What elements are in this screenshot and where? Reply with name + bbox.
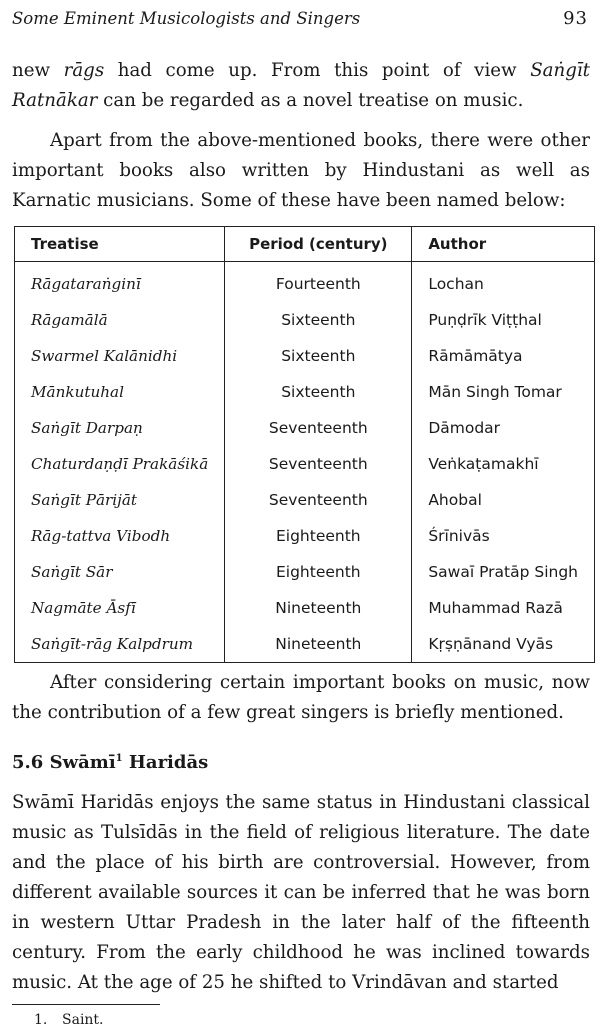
cell-period: Sixteenth bbox=[225, 302, 412, 338]
cell-treatise: Mānkutuhal bbox=[15, 374, 225, 410]
cell-author: Mān Singh Tomar bbox=[412, 374, 595, 410]
table-row bbox=[15, 518, 595, 554]
paragraph-transition: After considering certain important books on music, now the contribution of a few great singers is briefly mentioned. bbox=[12, 672, 590, 723]
cell-period: Nineteenth bbox=[225, 626, 412, 663]
cell-author: Lochan bbox=[412, 262, 595, 303]
section-heading bbox=[12, 750, 208, 776]
footnote bbox=[34, 1010, 104, 1030]
cell-period: Seventeenth bbox=[225, 410, 412, 446]
table-row bbox=[15, 626, 595, 663]
cell-treatise: Saṅgīt Sār bbox=[15, 554, 225, 590]
treatise-table bbox=[14, 226, 595, 663]
section-title: Swāmī bbox=[49, 752, 116, 773]
cell-period: Sixteenth bbox=[225, 338, 412, 374]
table-row bbox=[15, 446, 595, 482]
footnote-number: 1. bbox=[34, 1012, 48, 1028]
p1-text-b: had come up. From this point of view bbox=[104, 60, 531, 81]
cell-treatise: Rāgataraṅginī bbox=[15, 262, 225, 303]
cell-author: Sawaī Pratāp Singh bbox=[412, 554, 595, 590]
cell-author: Dāmodar bbox=[412, 410, 595, 446]
cell-period: Eighteenth bbox=[225, 554, 412, 590]
paragraph-intro-table: Apart from the above-mentioned books, there were other important books also written by Hindustani as well as Karnatic musicians. Some of these have been named below: bbox=[12, 130, 590, 211]
cell-period: Seventeenth bbox=[225, 482, 412, 518]
cell-author: Rāmāmātya bbox=[412, 338, 595, 374]
table-row bbox=[15, 482, 595, 518]
cell-period: Nineteenth bbox=[225, 590, 412, 626]
cell-period: Seventeenth bbox=[225, 446, 412, 482]
cell-treatise: Chaturdaṇḍī Prakāśikā bbox=[15, 446, 225, 482]
cell-author: Kṛṣṇānand Vyās bbox=[412, 626, 595, 663]
table-header-row bbox=[15, 227, 595, 262]
cell-treatise: Rāg-tattva Vibodh bbox=[15, 518, 225, 554]
header-treatise: Treatise bbox=[15, 227, 225, 262]
running-head bbox=[12, 8, 588, 38]
cell-treatise: Rāgamālā bbox=[15, 302, 225, 338]
cell-author: Veṅkaṭamakhī bbox=[412, 446, 595, 482]
cell-treatise: Swarmel Kalānidhi bbox=[15, 338, 225, 374]
cell-treatise: Saṅgīt Darpaṇ bbox=[15, 410, 225, 446]
footnote-divider bbox=[12, 1004, 160, 1005]
page-number: 93 bbox=[563, 8, 588, 29]
p1-rags-term: rāgs bbox=[63, 60, 105, 81]
table-row bbox=[15, 590, 595, 626]
cell-treatise: Saṅgīt Pārijāt bbox=[15, 482, 225, 518]
section-title-rest: Haridās bbox=[128, 752, 209, 773]
section-number: 5.6 bbox=[12, 752, 44, 773]
table-row bbox=[15, 302, 595, 338]
table-row bbox=[15, 374, 595, 410]
paragraph-haridas: Swāmī Haridās enjoys the same status in Hindustani classical music as Tulsīdās in the field of religious literature. The date and the place of his birth are controversial. However, from different available sources it can be inferred that he was born in western Uttar Pradesh in the later half of the fifteenth century. From the early childhood he was inclined towards music. At the age of 25 he shifted to Vrindāvan and started bbox=[12, 792, 590, 993]
footnote-text: Saint. bbox=[62, 1012, 104, 1028]
table-row bbox=[15, 338, 595, 374]
table-row bbox=[15, 410, 595, 446]
cell-period: Sixteenth bbox=[225, 374, 412, 410]
header-author: Author bbox=[412, 227, 595, 262]
header-period: Period (century) bbox=[225, 227, 412, 262]
cell-author: Śrīnivās bbox=[412, 518, 595, 554]
cell-treatise: Nagmāte Āsfī bbox=[15, 590, 225, 626]
cell-period: Fourteenth bbox=[225, 262, 412, 303]
table-row bbox=[15, 554, 595, 590]
chapter-title: Some Eminent Musicologists and Singers bbox=[12, 9, 361, 28]
table-row bbox=[15, 262, 595, 303]
cell-period: Eighteenth bbox=[225, 518, 412, 554]
footnote-reference: 1 bbox=[115, 753, 123, 764]
p1-text-a: new bbox=[12, 60, 64, 81]
paragraph-continuation bbox=[12, 56, 590, 116]
p1-text-c: can be regarded as a novel treatise on music. bbox=[97, 90, 524, 111]
cell-author: Ahobal bbox=[412, 482, 595, 518]
cell-author: Puṇḍrīk Viṭṭhal bbox=[412, 302, 595, 338]
cell-author: Muhammad Razā bbox=[412, 590, 595, 626]
p1-work-title: Saṅgīt Ratnākar bbox=[12, 60, 590, 111]
cell-treatise: Saṅgīt-rāg Kalpdrum bbox=[15, 626, 225, 663]
